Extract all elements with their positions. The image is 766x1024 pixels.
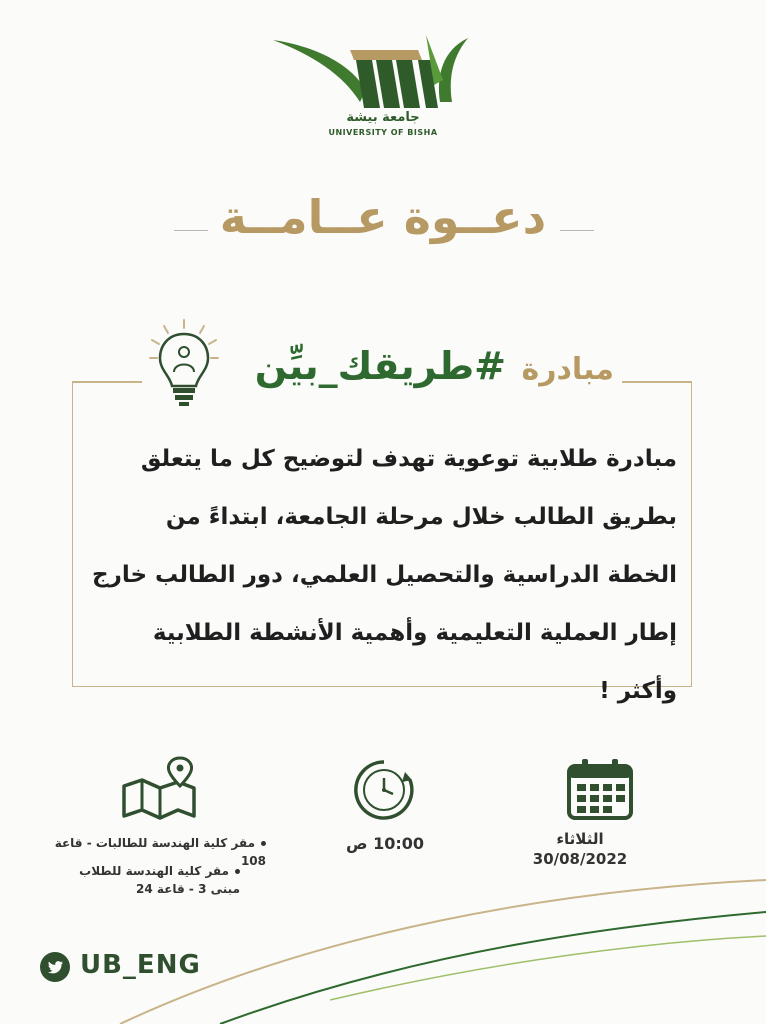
initiative-description: مبادرة طلابية توعوية تهدف لتوضيح كل ما يتعلق بطريق الطالب خلال مرحلة الجامعة، ابتداءً من الخطة الدراسية والتحصيل العلمي، دور الطالب خارج إطار العملية التعليمية وأهمية الأنشطة الطلابية وأكثر ! bbox=[92, 446, 677, 704]
event-date: 30/08/2022 bbox=[532, 850, 628, 868]
location-male-line1: مقر كلية الهندسة للطلاب bbox=[79, 864, 229, 878]
location-female-text: مقر كلية الهندسة للطالبات - قاعة 108 bbox=[54, 836, 266, 868]
location-male bbox=[40, 862, 240, 898]
initiative-word: مبادرة bbox=[521, 352, 614, 387]
logo-english-name: UNIVERSITY OF BISHA bbox=[328, 128, 438, 137]
location-male-line2: مبنى 3 - قاعة 24 bbox=[136, 882, 240, 896]
calendar-icon bbox=[566, 756, 634, 820]
bullet bbox=[235, 869, 240, 874]
invitation-title: دعــوة عــامــة bbox=[219, 190, 547, 244]
event-time: 10:00 ص bbox=[345, 834, 425, 853]
title-divider-right bbox=[560, 230, 594, 231]
twitter-handle[interactable]: UB_ENG bbox=[80, 950, 201, 980]
logo-arabic-name: جامعة بيشة bbox=[346, 110, 420, 125]
twitter-icon[interactable] bbox=[40, 952, 70, 982]
lightbulb-icon bbox=[148, 318, 220, 408]
bullet bbox=[261, 841, 266, 846]
initiative-heading bbox=[228, 344, 614, 404]
initiative-hashtag: #طريقك_بيِّن bbox=[254, 344, 506, 388]
map-location-icon bbox=[120, 756, 200, 822]
event-day: الثلاثاء bbox=[556, 830, 604, 848]
twitter-bird-icon bbox=[40, 952, 70, 982]
clock-icon bbox=[352, 758, 416, 822]
